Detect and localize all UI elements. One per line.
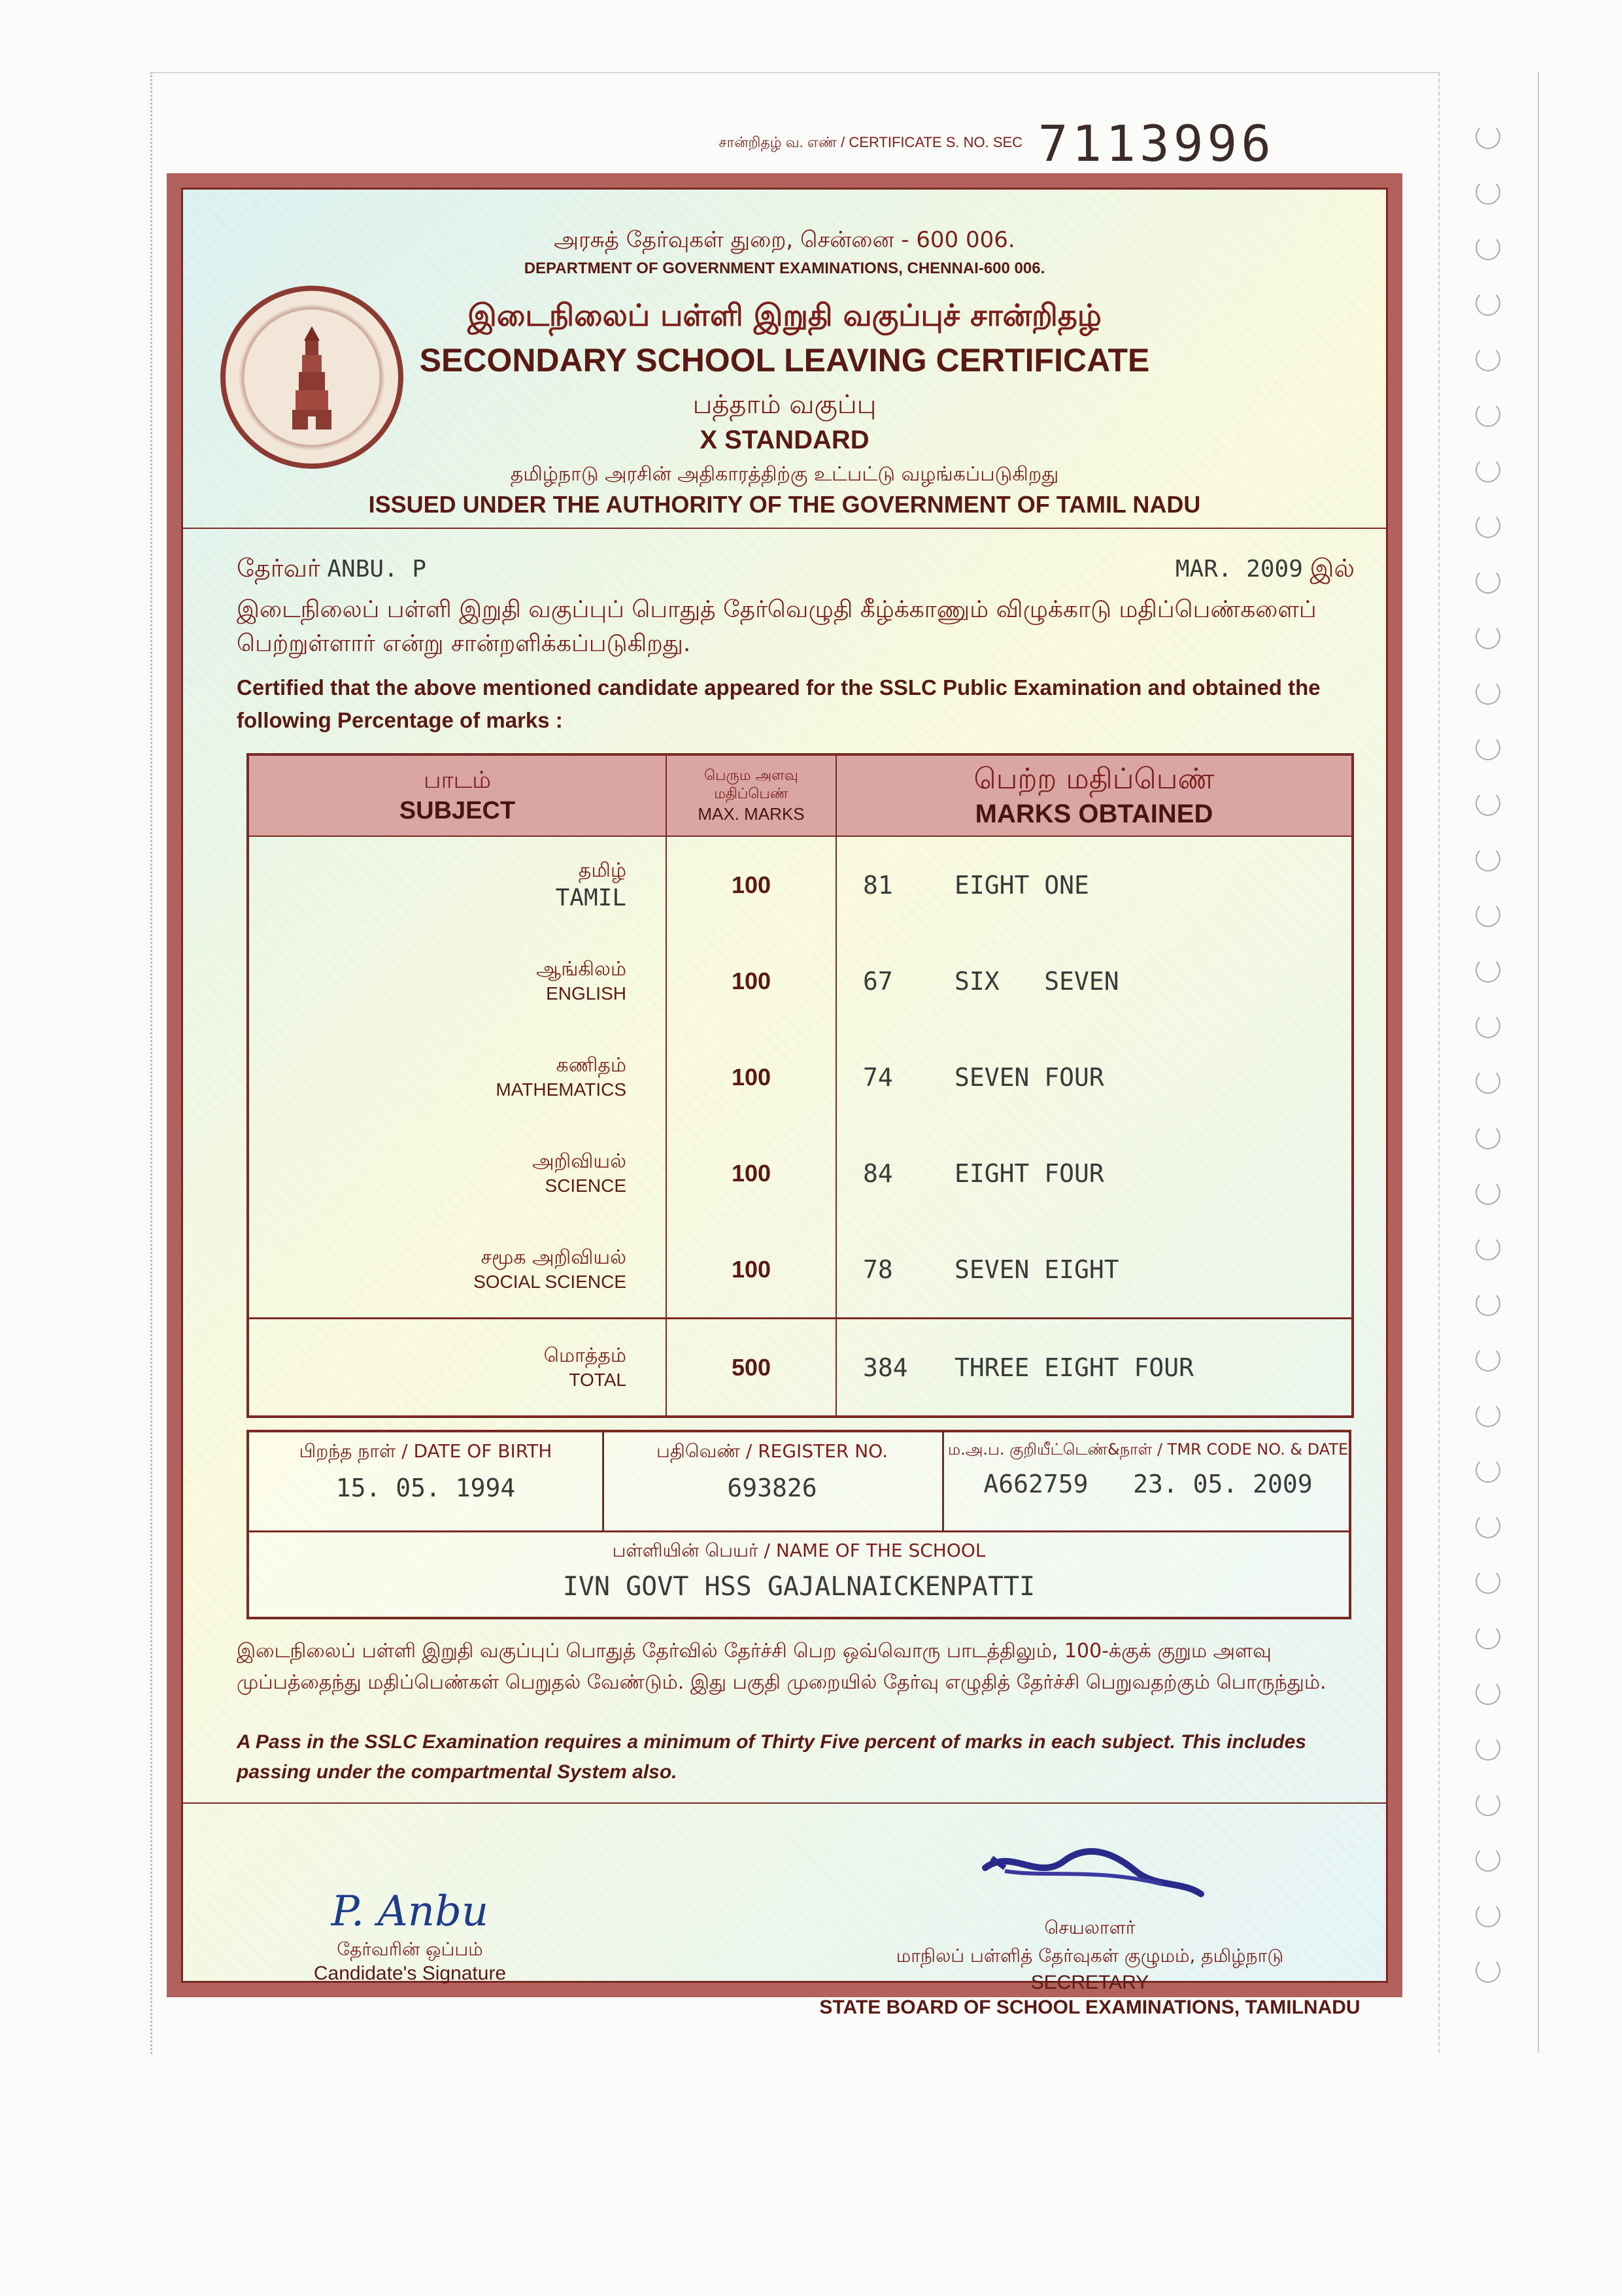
subject-cell	[248, 933, 666, 1029]
subject-header-english: SUBJECT	[399, 796, 516, 824]
marks-number: 81	[863, 870, 893, 900]
board-name-tamil: மாநிலப் பள்ளித் தேர்வுகள் குழுமம், தமிழ்நாடு	[896, 1945, 1284, 1967]
table-row	[248, 933, 1353, 1029]
subject-tamil: ஆங்கிலம்	[536, 958, 626, 981]
total-marks-words: THREE EIGHT FOUR	[955, 1353, 1194, 1382]
perforation-hole-icon	[1476, 1236, 1500, 1260]
marks-number: 67	[863, 966, 893, 996]
perforation-hole-icon	[1476, 1069, 1500, 1094]
candidate-name: ANBU. P	[327, 556, 427, 582]
perforation-hole-icon	[1476, 235, 1500, 260]
subject-cell	[248, 1125, 666, 1221]
marks-cell	[836, 1029, 1353, 1125]
candidate-signature-label-tamil: தேர்வரின் ஒப்பம்	[337, 1938, 483, 1960]
dob-label: பிறந்த நாள் / DATE OF BIRTH	[299, 1440, 552, 1462]
max-marks-cell: 100	[666, 1125, 836, 1221]
perforation-hole-icon	[1476, 1902, 1500, 1927]
subject-english: SCIENCE	[545, 1175, 626, 1196]
certificate-frame	[167, 173, 1402, 2018]
board-name-english: STATE BOARD OF SCHOOL EXAMINATIONS, TAMILNADU	[819, 1997, 1360, 2018]
max-header-tamil: பெரும அளவு மதிப்பெண்	[704, 767, 798, 802]
perforation-hole-icon	[1476, 346, 1500, 371]
perforation-hole-icon	[1476, 902, 1500, 927]
marks-number: 84	[863, 1158, 893, 1188]
max-marks-header	[666, 754, 836, 836]
max-marks-cell: 100	[666, 836, 836, 933]
total-max-cell: 500	[666, 1319, 836, 1417]
perforation-hole-icon	[1476, 735, 1500, 760]
perforation-hole-icon	[1476, 1569, 1500, 1594]
footer-divider	[181, 1802, 1388, 1804]
pass-note-tamil: இடைநிலைப் பள்ளி இறுதி வகுப்புப் பொதுத் தேர்வில் தேர்ச்சி பெற ஒவ்வொரு பாடத்திலும், 100-க்குக் குறும அளவு முப்பத்தைந்து மதிப்பெண்கள் பெறுதல் வேண்டும். இது பகுதி முறையில் தேர்வு எழுதித் தேர்ச்சி பெறுவதற்கும் பொருந்தும்.	[237, 1640, 1326, 1694]
standard-english: X STANDARD	[700, 426, 870, 454]
dob-value: 15. 05. 1994	[335, 1474, 516, 1502]
perforation-hole-icon	[1476, 291, 1500, 316]
subject-header-tamil: பாடம்	[423, 766, 492, 794]
marks-cell	[836, 1125, 1353, 1221]
candidate-details-box	[246, 1430, 1351, 1619]
subject-tamil: தமிழ்	[578, 858, 626, 882]
marks-cell	[836, 836, 1353, 933]
marks-words: EIGHT FOUR	[955, 1158, 1104, 1188]
marks-cell	[836, 933, 1353, 1029]
perforation-hole-icon	[1476, 569, 1500, 594]
marks-words: EIGHT ONE	[955, 870, 1089, 900]
perforation-hole-icon	[1476, 1625, 1500, 1649]
standard-tamil: பத்தாம் வகுப்பு	[692, 390, 877, 420]
school-cell	[249, 1530, 1349, 1617]
candidate-label: தேர்வர்	[237, 554, 320, 582]
perforation-strip	[1438, 72, 1539, 2053]
secretary-title-english: SECRETARY	[1030, 1972, 1149, 1993]
perforation-hole-icon	[1476, 1013, 1500, 1038]
header-divider	[181, 528, 1388, 529]
pass-note-english: A Pass in the SSLC Examination requires a minimum of Thirty Five percent of marks in each subject. This includes passing under the compartmental System also.	[237, 1731, 1306, 1783]
perforation-hole-icon	[1476, 1458, 1500, 1483]
marks-words: SEVEN FOUR	[955, 1062, 1104, 1092]
perforation-hole-icon	[1476, 1791, 1500, 1816]
dept-english: DEPARTMENT OF GOVERNMENT EXAMINATIONS, CHENNAI-600 006.	[524, 260, 1045, 277]
subject-tamil: சமூக அறிவியல்	[481, 1246, 626, 1269]
marks-obtained-header	[836, 754, 1353, 836]
marks-table	[246, 753, 1354, 1418]
perforation-hole-icon	[1476, 680, 1500, 705]
statement-tamil: இடைநிலைப் பள்ளி இறுதி வகுப்புப் பொதுத் தேர்வெழுதி கீழ்க்காணும் விழுக்காடு மதிப்பெண்களைப் பெற்றுள்ளார் என்று சான்றளிக்கப்படுகிறது.	[237, 596, 1317, 657]
perforation-hole-icon	[1476, 847, 1500, 871]
subject-header	[248, 754, 666, 836]
tmr-cell	[942, 1432, 1354, 1530]
subject-english: TAMIL	[555, 884, 626, 911]
obtained-header-english: MARKS OBTAINED	[975, 800, 1213, 828]
marks-words: SIX SEVEN	[955, 966, 1119, 996]
perforation-hole-icon	[1476, 124, 1500, 149]
max-marks-cell: 100	[666, 1221, 836, 1319]
register-cell	[602, 1432, 944, 1530]
perforation-hole-icon	[1476, 1180, 1500, 1205]
marks-cell	[836, 1221, 1353, 1319]
perforation-hole-icon	[1476, 513, 1500, 538]
tmr-label: ம.அ.ப. குறியீட்டெண்&நாள் / TMR CODE NO. & DATE	[947, 1440, 1349, 1459]
perforation-hole-icon	[1476, 624, 1500, 649]
secretary-title-tamil: செயலாளர்	[1044, 1917, 1136, 1938]
title-english: SECONDARY SCHOOL LEAVING CERTIFICATE	[419, 342, 1150, 379]
table-row	[248, 1125, 1353, 1221]
perforation-hole-icon	[1476, 402, 1500, 427]
marks-table-header	[248, 754, 1353, 836]
max-marks-cell: 100	[666, 933, 836, 1029]
details-row	[249, 1432, 1349, 1532]
secretary-signature-icon	[966, 1822, 1214, 1920]
total-marks-number: 384	[863, 1353, 908, 1382]
serial-number: 7113996	[1038, 114, 1275, 173]
subject-tamil: அறிவியல்	[532, 1150, 626, 1173]
tmr-value: A662759 23. 05. 2009	[983, 1470, 1313, 1498]
candidate-signature-label-english: Candidate's Signature	[313, 1963, 507, 1984]
marks-words: SEVEN EIGHT	[955, 1255, 1119, 1284]
title-tamil: இடைநிலைப் பள்ளி இறுதி வகுப்புச் சான்றிதழ்	[467, 297, 1102, 333]
statement-english: Certified that the above mentioned candidate appeared for the SSLC Public Examination and obtained the following Percentage of marks :	[237, 675, 1321, 732]
total-row	[248, 1319, 1353, 1417]
secretary-signature-block	[809, 1822, 1371, 2019]
dept-tamil: அரசுத் தேர்வுகள் துறை, சென்னை - 600 006.	[554, 227, 1015, 253]
exam-session: MAR. 2009	[1175, 556, 1303, 582]
authority-tamil: தமிழ்நாடு அரசின் அதிகாரத்திற்கு உட்பட்டு வழங்கப்படுகிறது	[510, 463, 1059, 486]
max-header-english: MAX. MARKS	[698, 803, 805, 824]
max-marks-cell: 100	[666, 1029, 836, 1125]
obtained-header-tamil: பெற்ற மதிப்பெண்	[973, 762, 1215, 796]
marks-number: 74	[863, 1062, 893, 1092]
dob-cell	[249, 1432, 604, 1530]
table-row	[248, 1029, 1353, 1125]
subject-cell	[248, 1221, 666, 1319]
school-name: IVN GOVT HSS GAJALNAICKENPATTI	[562, 1572, 1036, 1602]
candidate-signature: P. Anbu	[331, 1887, 489, 1936]
perforation-hole-icon	[1476, 1958, 1500, 1983]
table-row	[248, 1221, 1353, 1319]
perforation-hole-icon	[1476, 458, 1500, 482]
session-suffix: இல்	[1309, 554, 1355, 582]
marks-number: 78	[863, 1255, 893, 1284]
school-label: பள்ளியின் பெயர் / NAME OF THE SCHOOL	[612, 1540, 986, 1561]
candidate-signature-block	[279, 1887, 541, 1985]
perforation-hole-icon	[1476, 1291, 1500, 1316]
perforation-hole-icon	[1476, 1736, 1500, 1761]
perforation-hole-icon	[1476, 1347, 1500, 1372]
total-english: TOTAL	[569, 1370, 626, 1390]
subject-cell	[248, 1319, 666, 1417]
subject-cell	[248, 836, 666, 933]
candidate-line	[237, 554, 1355, 586]
subject-cell	[248, 1029, 666, 1125]
perforation-hole-icon	[1476, 791, 1500, 816]
register-label: பதிவெண் / REGISTER NO.	[656, 1440, 888, 1462]
perforation-hole-icon	[1476, 1124, 1500, 1149]
perforation-hole-icon	[1476, 180, 1500, 205]
serial-label: சான்றிதழ் வ. எண் / CERTIFICATE S. NO. SEC	[718, 134, 1023, 150]
table-row	[248, 836, 1353, 933]
subject-english: MATHEMATICS	[496, 1079, 626, 1100]
perforation-hole-icon	[1476, 1402, 1500, 1427]
certificate-serial	[686, 114, 1275, 173]
authority-english: ISSUED UNDER THE AUTHORITY OF THE GOVERNMENT OF TAMIL NADU	[368, 491, 1201, 518]
perforation-hole-icon	[1476, 1513, 1500, 1538]
subject-tamil: கணிதம்	[556, 1054, 626, 1077]
exam-session-group	[1175, 554, 1355, 586]
perforation-hole-icon	[1476, 958, 1500, 983]
perforation-hole-icon	[1476, 1847, 1500, 1872]
certificate-header	[181, 227, 1388, 518]
subject-english: ENGLISH	[546, 983, 626, 1004]
total-tamil: மொத்தம்	[543, 1344, 626, 1367]
subject-english: SOCIAL SCIENCE	[473, 1272, 626, 1292]
perforation-hole-icon	[1476, 1680, 1500, 1705]
register-value: 693826	[727, 1474, 817, 1502]
total-marks-cell	[836, 1319, 1353, 1417]
